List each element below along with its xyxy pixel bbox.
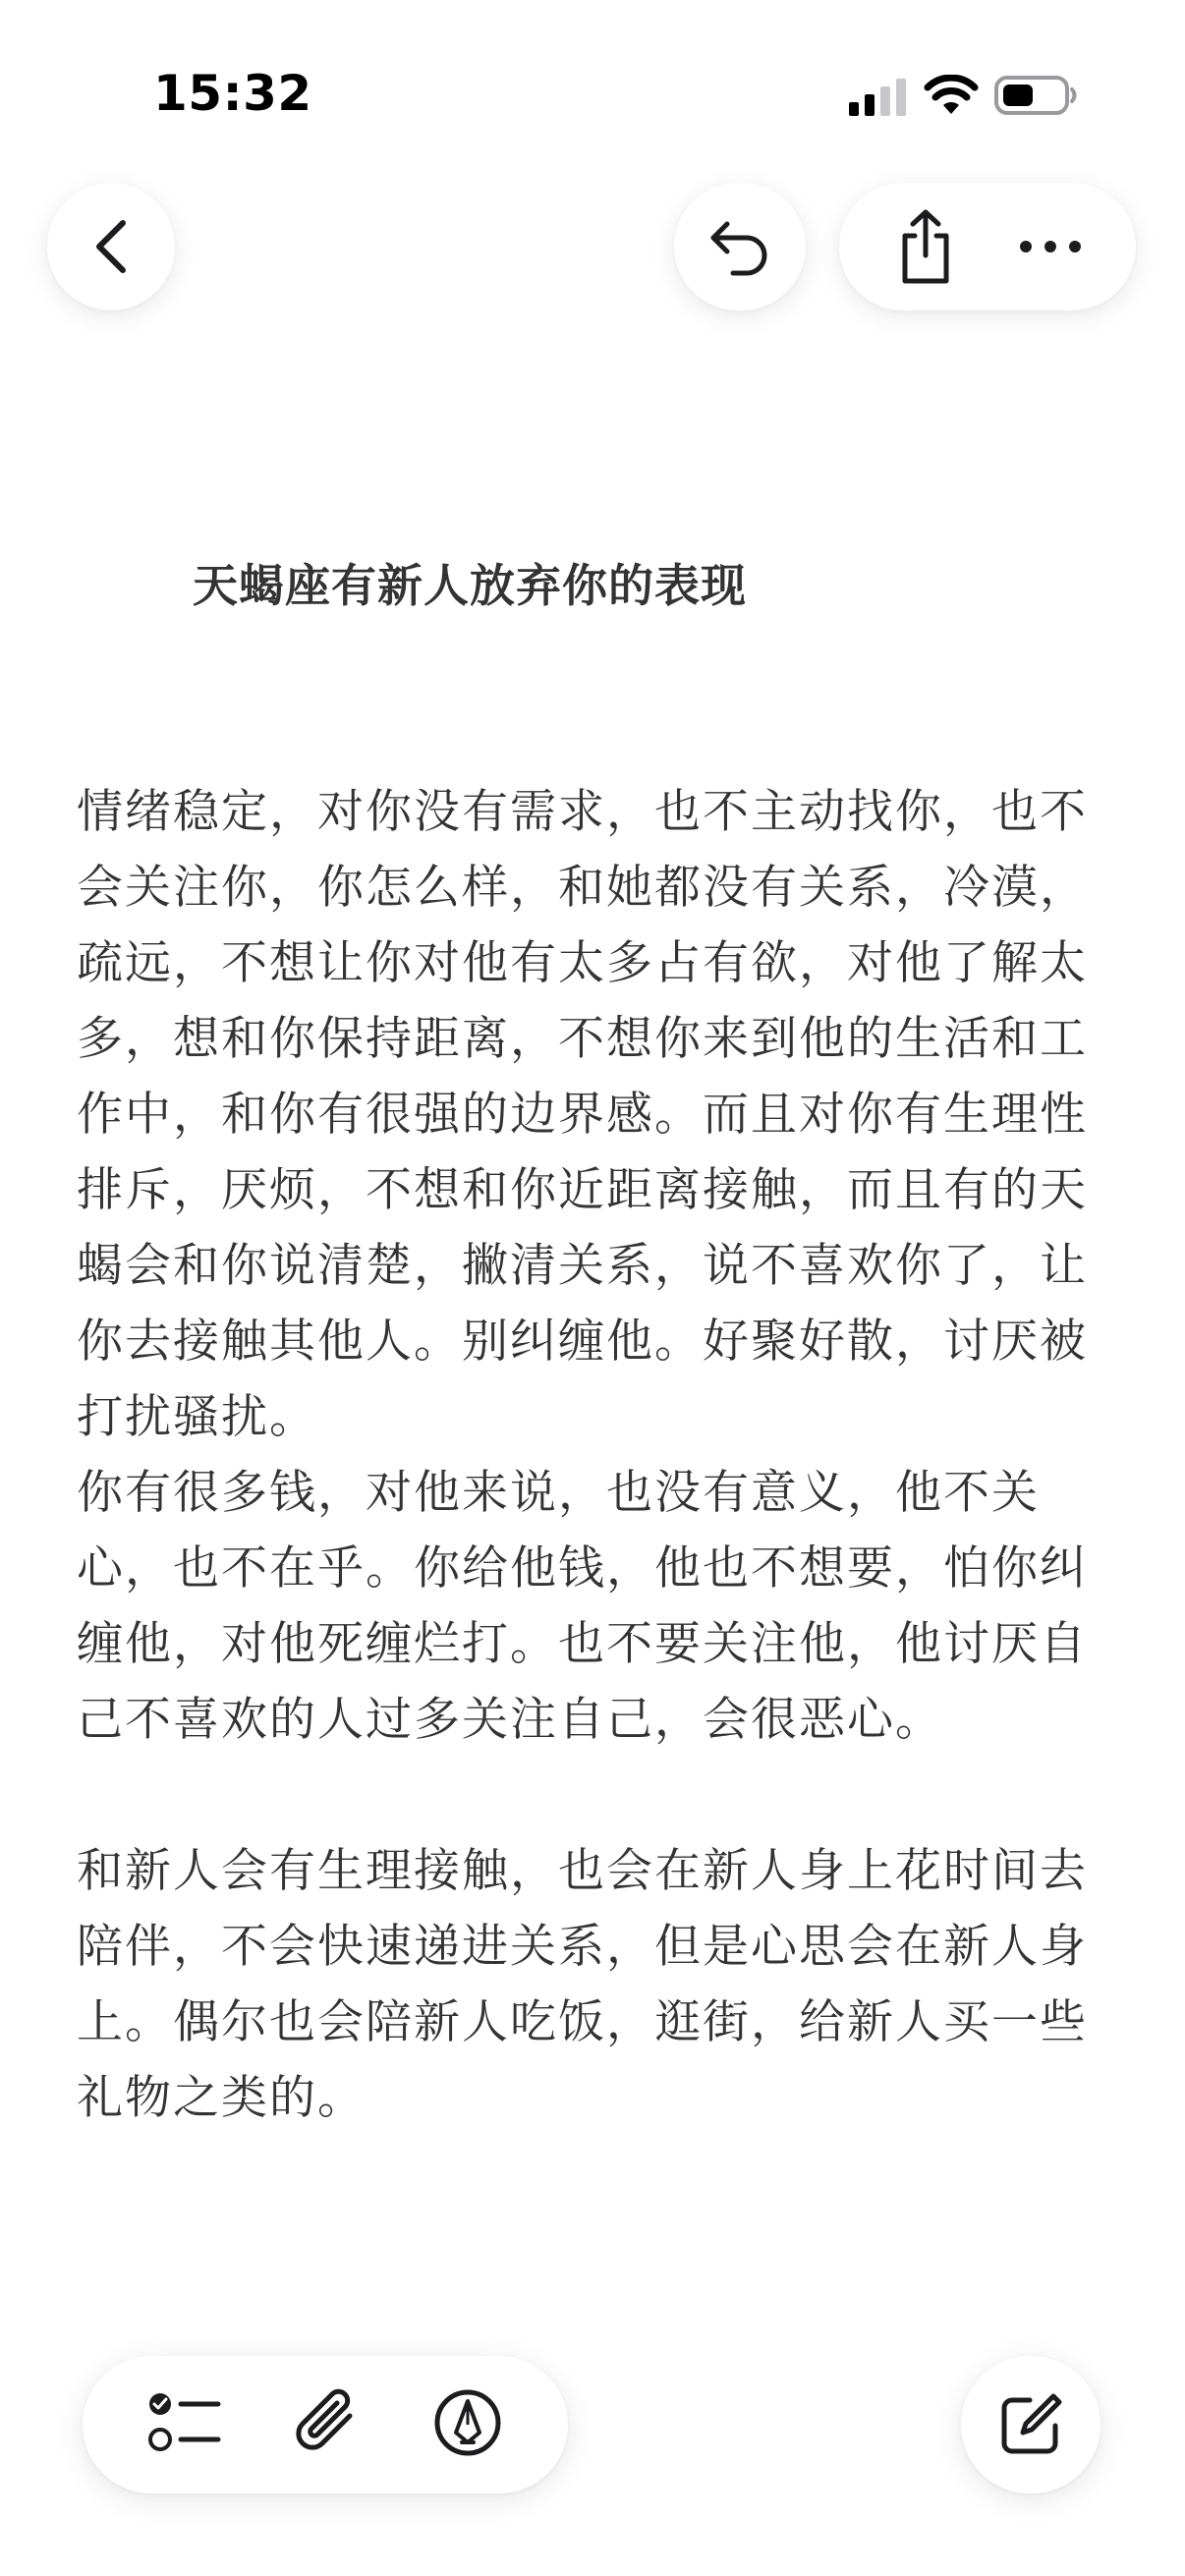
checklist-icon — [147, 2388, 222, 2457]
share-icon — [893, 208, 958, 285]
note-body[interactable] — [77, 774, 1108, 2136]
paperclip-icon — [293, 2386, 362, 2459]
more-icon — [1018, 237, 1083, 256]
share-button[interactable] — [893, 208, 958, 285]
paragraph-spacer — [77, 1758, 1108, 1833]
note-paragraph: 情绪稳定，对你没有需求，也不主动找你，也不会关注你，你怎么样，和她都没有关系，冷漠，疏远，不想让你对他有太多占有欲，对他了解太多，想和你保持距离，不想你来到他的生活和工作中，和你有很强的边界感。而且对你有生理性排斥，厌烦，不想和你近距离接触，而且有的天蝎会和你说清楚，撇清关系，说不喜欢你了，让你去接触其他人。别纠缠他。好聚好散，讨厌被打扰骚扰。 — [77, 785, 1088, 1444]
bottom-toolbar — [83, 2356, 568, 2493]
note-title: 天蝎座有新人放弃你的表现 — [193, 559, 747, 612]
back-button[interactable] — [47, 183, 175, 310]
compose-button[interactable] — [961, 2356, 1100, 2493]
status-time: 15:32 — [153, 65, 312, 122]
checklist-button[interactable] — [147, 2388, 222, 2461]
share-more-group — [839, 183, 1136, 310]
chevron-left-icon — [89, 217, 133, 276]
battery-icon — [994, 75, 1079, 116]
markup-button[interactable] — [432, 2387, 503, 2462]
attachment-button[interactable] — [293, 2386, 362, 2463]
more-button[interactable] — [1018, 237, 1083, 256]
undo-button[interactable] — [674, 183, 806, 310]
cellular-signal-icon — [849, 79, 908, 116]
wifi-icon — [924, 75, 979, 116]
note-paragraph: 和新人会有生理接触，也会在新人身上花时间去陪伴，不会快速递进关系，但是心思会在新人身上。偶尔也会陪新人吃饭，逛街，给新人买一些礼物之类的。 — [77, 1844, 1088, 2125]
compose-icon — [996, 2390, 1065, 2459]
undo-icon — [707, 214, 772, 279]
note-paragraph: 你有很多钱，对他来说，也没有意义，他不关心，也不在乎。你给他钱，他也不想要，怕你纠缠他，对他死缠烂打。也不要关注他，他讨厌自己不喜欢的人过多关注自己，会很恶心。 — [77, 1466, 1088, 1747]
markup-pen-icon — [432, 2387, 503, 2458]
